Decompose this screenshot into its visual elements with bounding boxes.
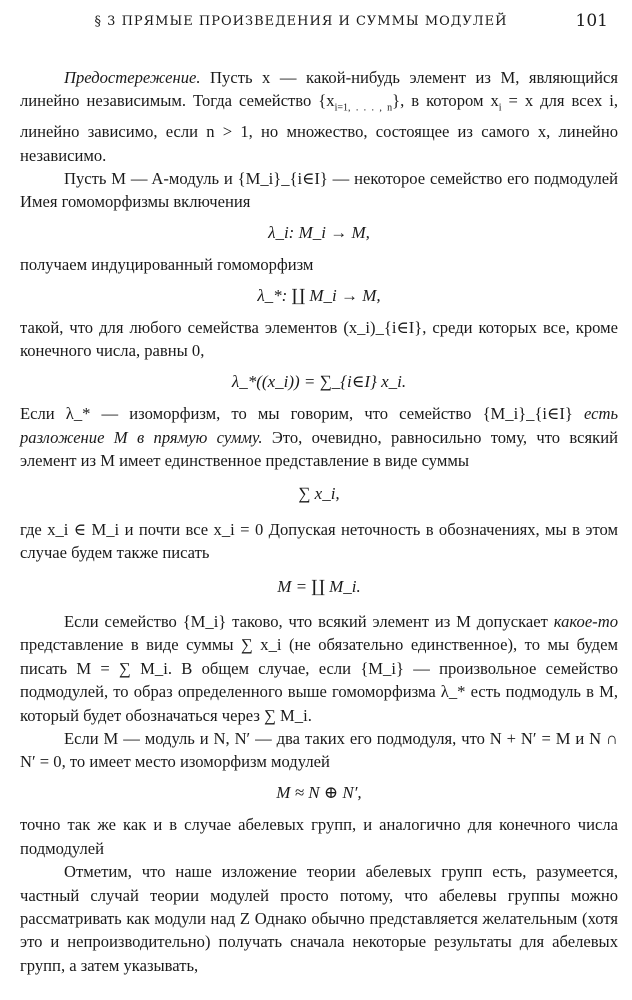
definition-term: есть разложение M в прямую сумму. <box>20 404 618 447</box>
paragraph: Если M — модуль и N, N′ — два таких его подмодуля, что N + N′ = M и N ∩ N′ = 0, то имеет место изоморфизм модулей <box>20 729 618 772</box>
paragraph: такой, что для любого семейства элементов (x_i)_{i∈I}, среди которых все, кроме конечного числа, равны 0, <box>20 317 618 361</box>
paragraph-direct-sum <box>20 402 618 472</box>
paragraph-text: = x для всех i, линейно зависимо, если n > 1, но множество, состоящее из самого x, линейно независимо. <box>20 91 618 165</box>
paragraph-warning <box>20 66 618 167</box>
page-number: 101 <box>575 11 608 31</box>
formula-sum-xi: ∑ x_i, <box>298 484 340 504</box>
paragraph-text: Если семейство {M_i} таково, что всякий элемент из M допускает <box>64 612 554 632</box>
warning-term: Предостережение. <box>64 68 201 87</box>
paragraph-text: Пусть x — какой-нибудь элемент из M, являющийся линейно независимым. Тогда семейство {x <box>20 68 618 111</box>
index-range: i=1, . . . , n <box>334 102 393 114</box>
index: i <box>498 102 502 114</box>
page-body <box>20 66 618 977</box>
paragraph: Пусть M — A-модуль и {M_i}_{i∈I} — некоторое семейство его подмодулей Имея гомоморфизмы включения <box>20 168 618 212</box>
formula-iso: M ≈ N ⊕ N′, <box>276 782 362 802</box>
paragraph-text: }, в котором x <box>392 91 499 111</box>
paragraph-text: Если λ_* — изоморфизм, то мы говорим, что семейство {M_i}_{i∈I} <box>20 404 584 424</box>
paragraph-text: представление в виде суммы ∑ x_i (не обязательно единственное), то мы будем писать M = ∑ M_i. В общем случае, если {M_i} — произвольное семейство подмодулей, то образ определенного выше гомоморфизма λ_* есть подмодуль в M, который будет обозначаться через ∑ M_i. <box>20 635 618 725</box>
formula-inclusion: λ_i: M_i → M, <box>268 222 370 242</box>
paragraph: Отметим, что наше изложение теории абелевых групп есть, разумеется, частный случай теории модулей просто потому, что абелевы группы можно рассматривать как модули над Z Однако обычно представляется желательным (хотя это и непроизводительно) получать сначала некоторые результаты для абелевых групп, а затем указывать, <box>20 862 618 975</box>
paragraph: точно так же как и в случае абелевых групп, и аналогично для конечного числа подмодулей <box>20 815 618 858</box>
emphasis: какое-то <box>553 612 618 632</box>
paragraph-text: Это, очевидно, равносильно тому, что всякий элемент из M имеет единственное представление в виде суммы <box>20 427 618 470</box>
paragraph-family <box>20 610 618 727</box>
paragraph: где x_i ∈ M_i и почти все x_i = 0 Допуская неточность в обозначениях, мы в этом случае будем также писать <box>20 519 618 563</box>
formula-coproduct: M = ∐ M_i. <box>277 576 361 596</box>
paragraph: получаем индуцированный гомоморфизм <box>20 255 314 275</box>
formula-sum: λ_*((x_i)) = ∑_{i∈I} x_i. <box>231 371 407 391</box>
formula-induced-hom: λ_*: ∐ M_i → M, <box>257 285 381 305</box>
page-header <box>20 11 612 38</box>
running-title: § 3 ПРЯМЫЕ ПРОИЗВЕДЕНИЯ И СУММЫ МОДУЛЕЙ <box>94 14 508 29</box>
